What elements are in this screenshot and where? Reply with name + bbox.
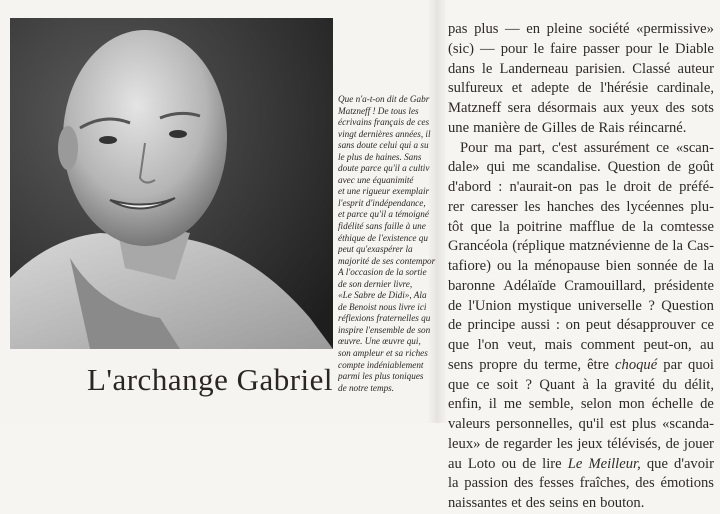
body-line: Pour ma part, c'est assurément ce «scan- xyxy=(460,139,714,156)
caption-line: Matzneff ! De tous les xyxy=(338,105,419,116)
article-body-column xyxy=(448,20,714,514)
caption-line: de son dernier livre, xyxy=(338,278,413,289)
caption-line: inspire l'ensemble de son xyxy=(338,324,431,335)
caption-line: «Le Sabre de Didi», Ala xyxy=(338,290,427,301)
body-line: dans le Landerneau parisien. Classé auteur xyxy=(448,60,714,77)
body-line: baronne Adélaïde Cramouillard, présidente xyxy=(448,277,714,294)
body-line: la passion des fesses fraîches, des émotions xyxy=(448,475,714,492)
body-line: (sic) — pour le faire passer pour le Diable xyxy=(448,40,714,57)
caption-line: A l'occasion de la sortie xyxy=(338,267,427,278)
caption-line: majorité de ses contempor xyxy=(338,255,436,266)
body-line: d'abord : n'aurait-on pas le droit de préfé- xyxy=(448,179,714,195)
caption-line: Que n'a-t-on dit de Gabr xyxy=(338,94,430,104)
body-line: sens propre du terme, être choqué par quoi xyxy=(448,356,714,373)
body-line: de l'Union mystique universelle ? Question xyxy=(448,297,714,314)
caption-line: le plus de haines. Sans xyxy=(338,151,422,162)
article-title: L'archange Gabriel xyxy=(86,362,334,397)
caption-line: et parce qu'il a témoigné xyxy=(338,209,429,220)
caption-line: de Benoist nous livre ici xyxy=(338,301,427,312)
caption-line: parmi les plus toniques xyxy=(338,371,424,382)
body-line: Grancéola (réplique matznévienne de la Cas- xyxy=(448,238,714,255)
body-line: rer caresser les hanches des lycéennes plu- xyxy=(448,198,714,215)
body-line: dale» qui me scandalise. Question de goût xyxy=(448,159,714,176)
body-line: enfin, il me semble, selon mon échelle de xyxy=(448,396,714,413)
caption-line: œuvre. Une œuvre qui, xyxy=(338,336,421,347)
body-line: leux» de regarder les jeux télévisés, de jouer xyxy=(448,435,714,452)
body-line: au Loto ou de lire Le Meilleur, que d'avoir xyxy=(448,455,714,472)
body-line: que l'on veut, mais comment peut-on, au xyxy=(448,337,714,353)
body-line: naissantes et des seins en bouton. xyxy=(448,495,645,511)
body-line: tafiore) ou la ménopause bien sonnée de la xyxy=(448,258,714,274)
body-line: sulfureux et adepte de l'hérésie cardinale, xyxy=(448,80,714,97)
body-line: une manière de Gilles de Rais réincarné. xyxy=(448,119,687,136)
caption-line: fidélité sans faille à une xyxy=(338,221,426,232)
body-line: Matzneff sera désormais aux yeux des sots xyxy=(448,100,714,116)
caption-line: écrivains français de ces xyxy=(338,117,430,128)
caption-line: avec une équanimité xyxy=(338,174,414,185)
body-line: pas plus — en pleine société «permissive» xyxy=(448,21,714,37)
caption-line: son ampleur et sa riches xyxy=(338,348,428,359)
caption-line: de notre temps. xyxy=(338,382,395,393)
caption-line: compte indéniablement xyxy=(338,359,424,370)
body-line: tôt que la poitrine mafflue de la comtesse xyxy=(448,218,714,235)
caption-line: l'esprit d'indépendance, xyxy=(338,197,426,208)
caption-line: vingt dernières années, il xyxy=(338,128,431,139)
portrait-photo xyxy=(10,18,333,349)
caption-line: et une rigueur exemplair xyxy=(338,186,430,197)
photo-caption xyxy=(338,94,438,394)
body-line: que ce soit ? Quant à la gravité du délit, xyxy=(448,376,714,393)
caption-line: doute parce qu'il a cultiv xyxy=(338,163,430,174)
body-line: valeurs personnelles, qu'il est plus «scanda- xyxy=(448,416,714,432)
caption-line: réflexions fraternelles qu xyxy=(338,313,431,324)
caption-line: éthique de l'existence qu xyxy=(338,232,428,243)
caption-line: sans doute celui qui a su xyxy=(338,140,429,151)
caption-line: peut qu'exaspérer la xyxy=(338,244,413,255)
body-line: de principe aussi : on peut désapprouver ce xyxy=(448,317,714,334)
